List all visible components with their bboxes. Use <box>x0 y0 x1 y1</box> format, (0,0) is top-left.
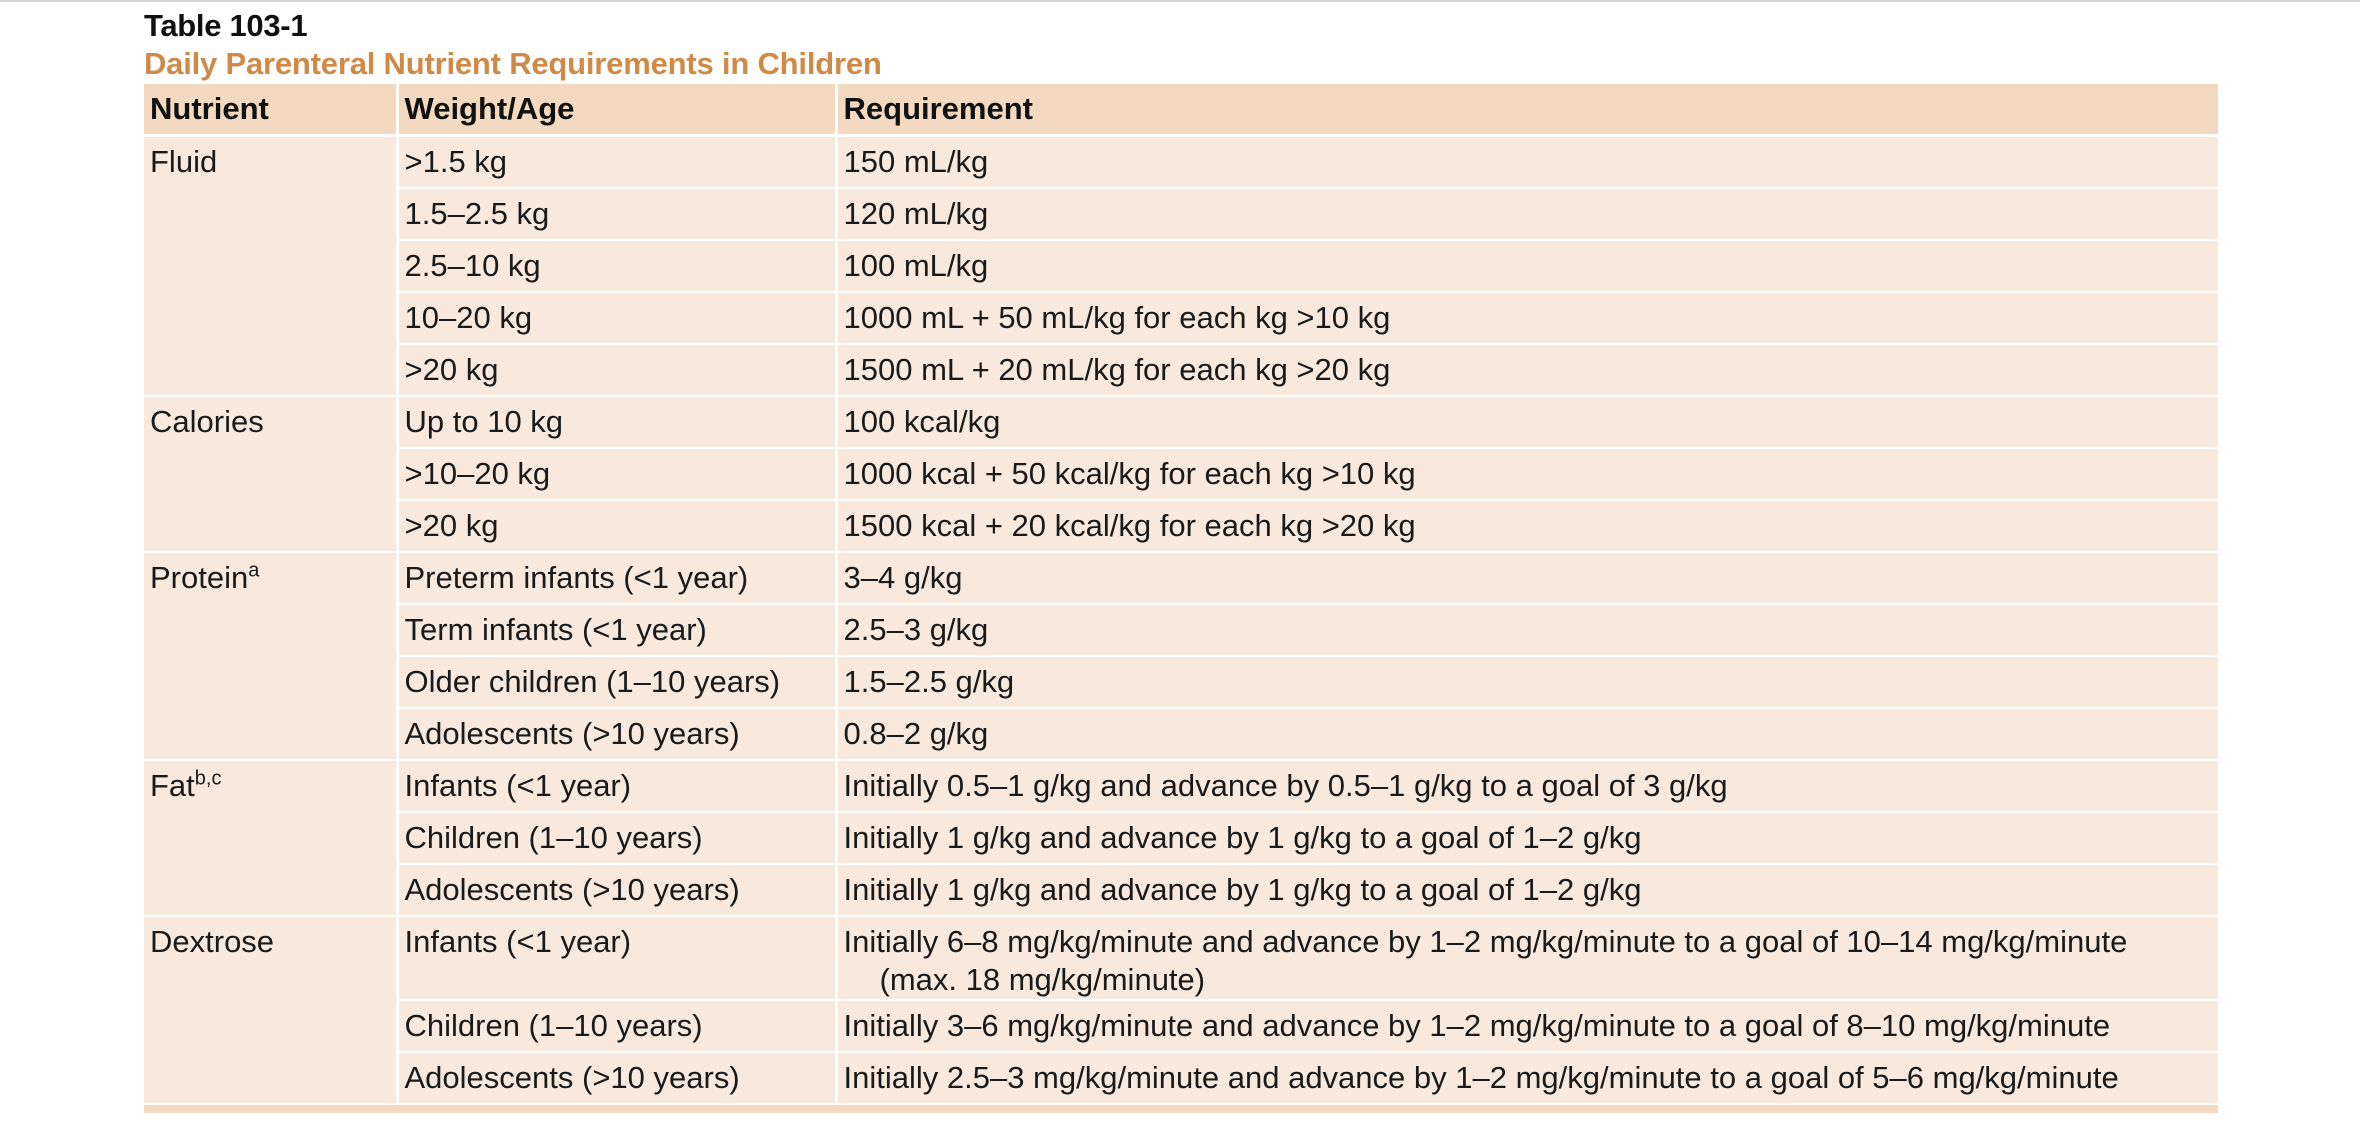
requirement-cell <box>836 396 2218 448</box>
requirement-cell <box>836 240 2218 292</box>
requirement-cell <box>836 292 2218 344</box>
nutrient-label: Fat <box>150 768 195 803</box>
table-row <box>144 864 2218 916</box>
nutrient-cell <box>144 136 397 397</box>
nutrient-table <box>144 84 2218 1105</box>
nutrient-label: Dextrose <box>150 924 275 959</box>
requirement-cell <box>836 604 2218 656</box>
footnote-marker: b,c <box>194 767 222 790</box>
requirement-text: 1.5–2.5 g/kg <box>843 664 1015 699</box>
footnote-marker: a <box>248 559 260 582</box>
weight-age-cell: 10–20 kg <box>397 292 836 344</box>
nutrient-label: Protein <box>150 560 249 595</box>
weight-age-cell: Adolescents (>10 years) <box>397 864 836 916</box>
nutrient-cell <box>144 396 397 552</box>
table-row <box>144 604 2218 656</box>
requirement-text: 0.8–2 g/kg <box>843 716 989 751</box>
weight-age-cell: >20 kg <box>397 344 836 396</box>
requirement-cell <box>836 1000 2218 1052</box>
table-row <box>144 916 2218 1000</box>
table-row <box>144 1000 2218 1052</box>
requirement-text: Initially 2.5–3 mg/kg/minute and advance by 1–2 mg/kg/minute to a goal of 5–6 mg/kg/minute <box>843 1060 2119 1095</box>
column-header-requirement: Requirement <box>836 84 2218 136</box>
requirement-cell <box>836 1052 2218 1104</box>
nutrient-cell <box>144 552 397 760</box>
nutrient-cell <box>144 760 397 916</box>
table-row <box>144 448 2218 500</box>
requirement-text: Initially 0.5–1 g/kg and advance by 0.5–1 g/kg to a goal of 3 g/kg <box>843 768 1728 803</box>
table-bottom-band <box>144 1105 2218 1113</box>
table-title: Daily Parenteral Nutrient Requirements in Children <box>144 46 882 81</box>
requirement-text: 100 mL/kg <box>843 248 989 283</box>
requirement-cell <box>836 344 2218 396</box>
table-row <box>144 812 2218 864</box>
requirement-text: 1500 mL + 20 mL/kg for each kg >20 kg <box>843 352 1391 387</box>
table-row <box>144 240 2218 292</box>
requirement-cell <box>836 708 2218 760</box>
table-row <box>144 760 2218 812</box>
table-row <box>144 552 2218 604</box>
requirement-text: 120 mL/kg <box>843 196 989 231</box>
weight-age-cell: Older children (1–10 years) <box>397 656 836 708</box>
weight-age-cell: >1.5 kg <box>397 136 836 189</box>
table-number: Table 103-1 <box>144 8 308 43</box>
column-header-nutrient: Nutrient <box>144 84 397 136</box>
table-row <box>144 136 2218 189</box>
weight-age-cell: Infants (<1 year) <box>397 916 836 1000</box>
requirement-cell <box>836 448 2218 500</box>
table-row <box>144 1052 2218 1104</box>
weight-age-cell: Term infants (<1 year) <box>397 604 836 656</box>
nutrient-label: Calories <box>150 404 264 439</box>
requirement-cell <box>836 552 2218 604</box>
column-header-weight-age: Weight/Age <box>397 84 836 136</box>
requirement-cell <box>836 136 2218 189</box>
table-row <box>144 344 2218 396</box>
weight-age-cell: Adolescents (>10 years) <box>397 1052 836 1104</box>
table-row <box>144 188 2218 240</box>
requirement-text: Initially 6–8 mg/kg/minute and advance by 1–2 mg/kg/minute to a goal of 10–14 mg/kg/minute <box>843 924 2128 959</box>
requirement-text: 3–4 g/kg <box>843 560 963 595</box>
table-row <box>144 656 2218 708</box>
weight-age-cell: 2.5–10 kg <box>397 240 836 292</box>
table-body <box>144 136 2218 1105</box>
table-row <box>144 292 2218 344</box>
weight-age-cell: Infants (<1 year) <box>397 760 836 812</box>
requirement-text: 1500 kcal + 20 kcal/kg for each kg >20 kg <box>843 508 1416 543</box>
requirement-cell <box>836 916 2218 1000</box>
nutrient-label: Fluid <box>150 144 218 179</box>
header-row <box>144 84 2218 136</box>
weight-age-cell: Children (1–10 years) <box>397 1000 836 1052</box>
weight-age-cell: 1.5–2.5 kg <box>397 188 836 240</box>
table-row <box>144 396 2218 448</box>
top-rule <box>0 0 2360 2</box>
table-container <box>144 8 2218 1113</box>
requirement-text: 1000 kcal + 50 kcal/kg for each kg >10 kg <box>843 456 1416 491</box>
requirement-cell <box>836 812 2218 864</box>
table-row <box>144 708 2218 760</box>
requirement-text-continued: (max. 18 mg/kg/minute) <box>879 962 1206 997</box>
weight-age-cell: >10–20 kg <box>397 448 836 500</box>
nutrient-cell <box>144 916 397 1104</box>
requirement-text: 150 mL/kg <box>843 144 989 179</box>
weight-age-cell: Children (1–10 years) <box>397 812 836 864</box>
weight-age-cell: >20 kg <box>397 500 836 552</box>
requirement-text: 100 kcal/kg <box>843 404 1001 439</box>
weight-age-cell: Adolescents (>10 years) <box>397 708 836 760</box>
requirement-text: Initially 1 g/kg and advance by 1 g/kg to a goal of 1–2 g/kg <box>843 872 1642 907</box>
requirement-cell <box>836 188 2218 240</box>
requirement-text: 2.5–3 g/kg <box>843 612 989 647</box>
requirement-cell <box>836 656 2218 708</box>
requirement-text: Initially 1 g/kg and advance by 1 g/kg to a goal of 1–2 g/kg <box>843 820 1642 855</box>
requirement-text: 1000 mL + 50 mL/kg for each kg >10 kg <box>843 300 1391 335</box>
requirement-text: Initially 3–6 mg/kg/minute and advance by 1–2 mg/kg/minute to a goal of 8–10 mg/kg/minute <box>843 1008 2111 1043</box>
weight-age-cell: Preterm infants (<1 year) <box>397 552 836 604</box>
requirement-cell <box>836 760 2218 812</box>
requirement-cell <box>836 864 2218 916</box>
weight-age-cell: Up to 10 kg <box>397 396 836 448</box>
table-row <box>144 500 2218 552</box>
requirement-cell <box>836 500 2218 552</box>
